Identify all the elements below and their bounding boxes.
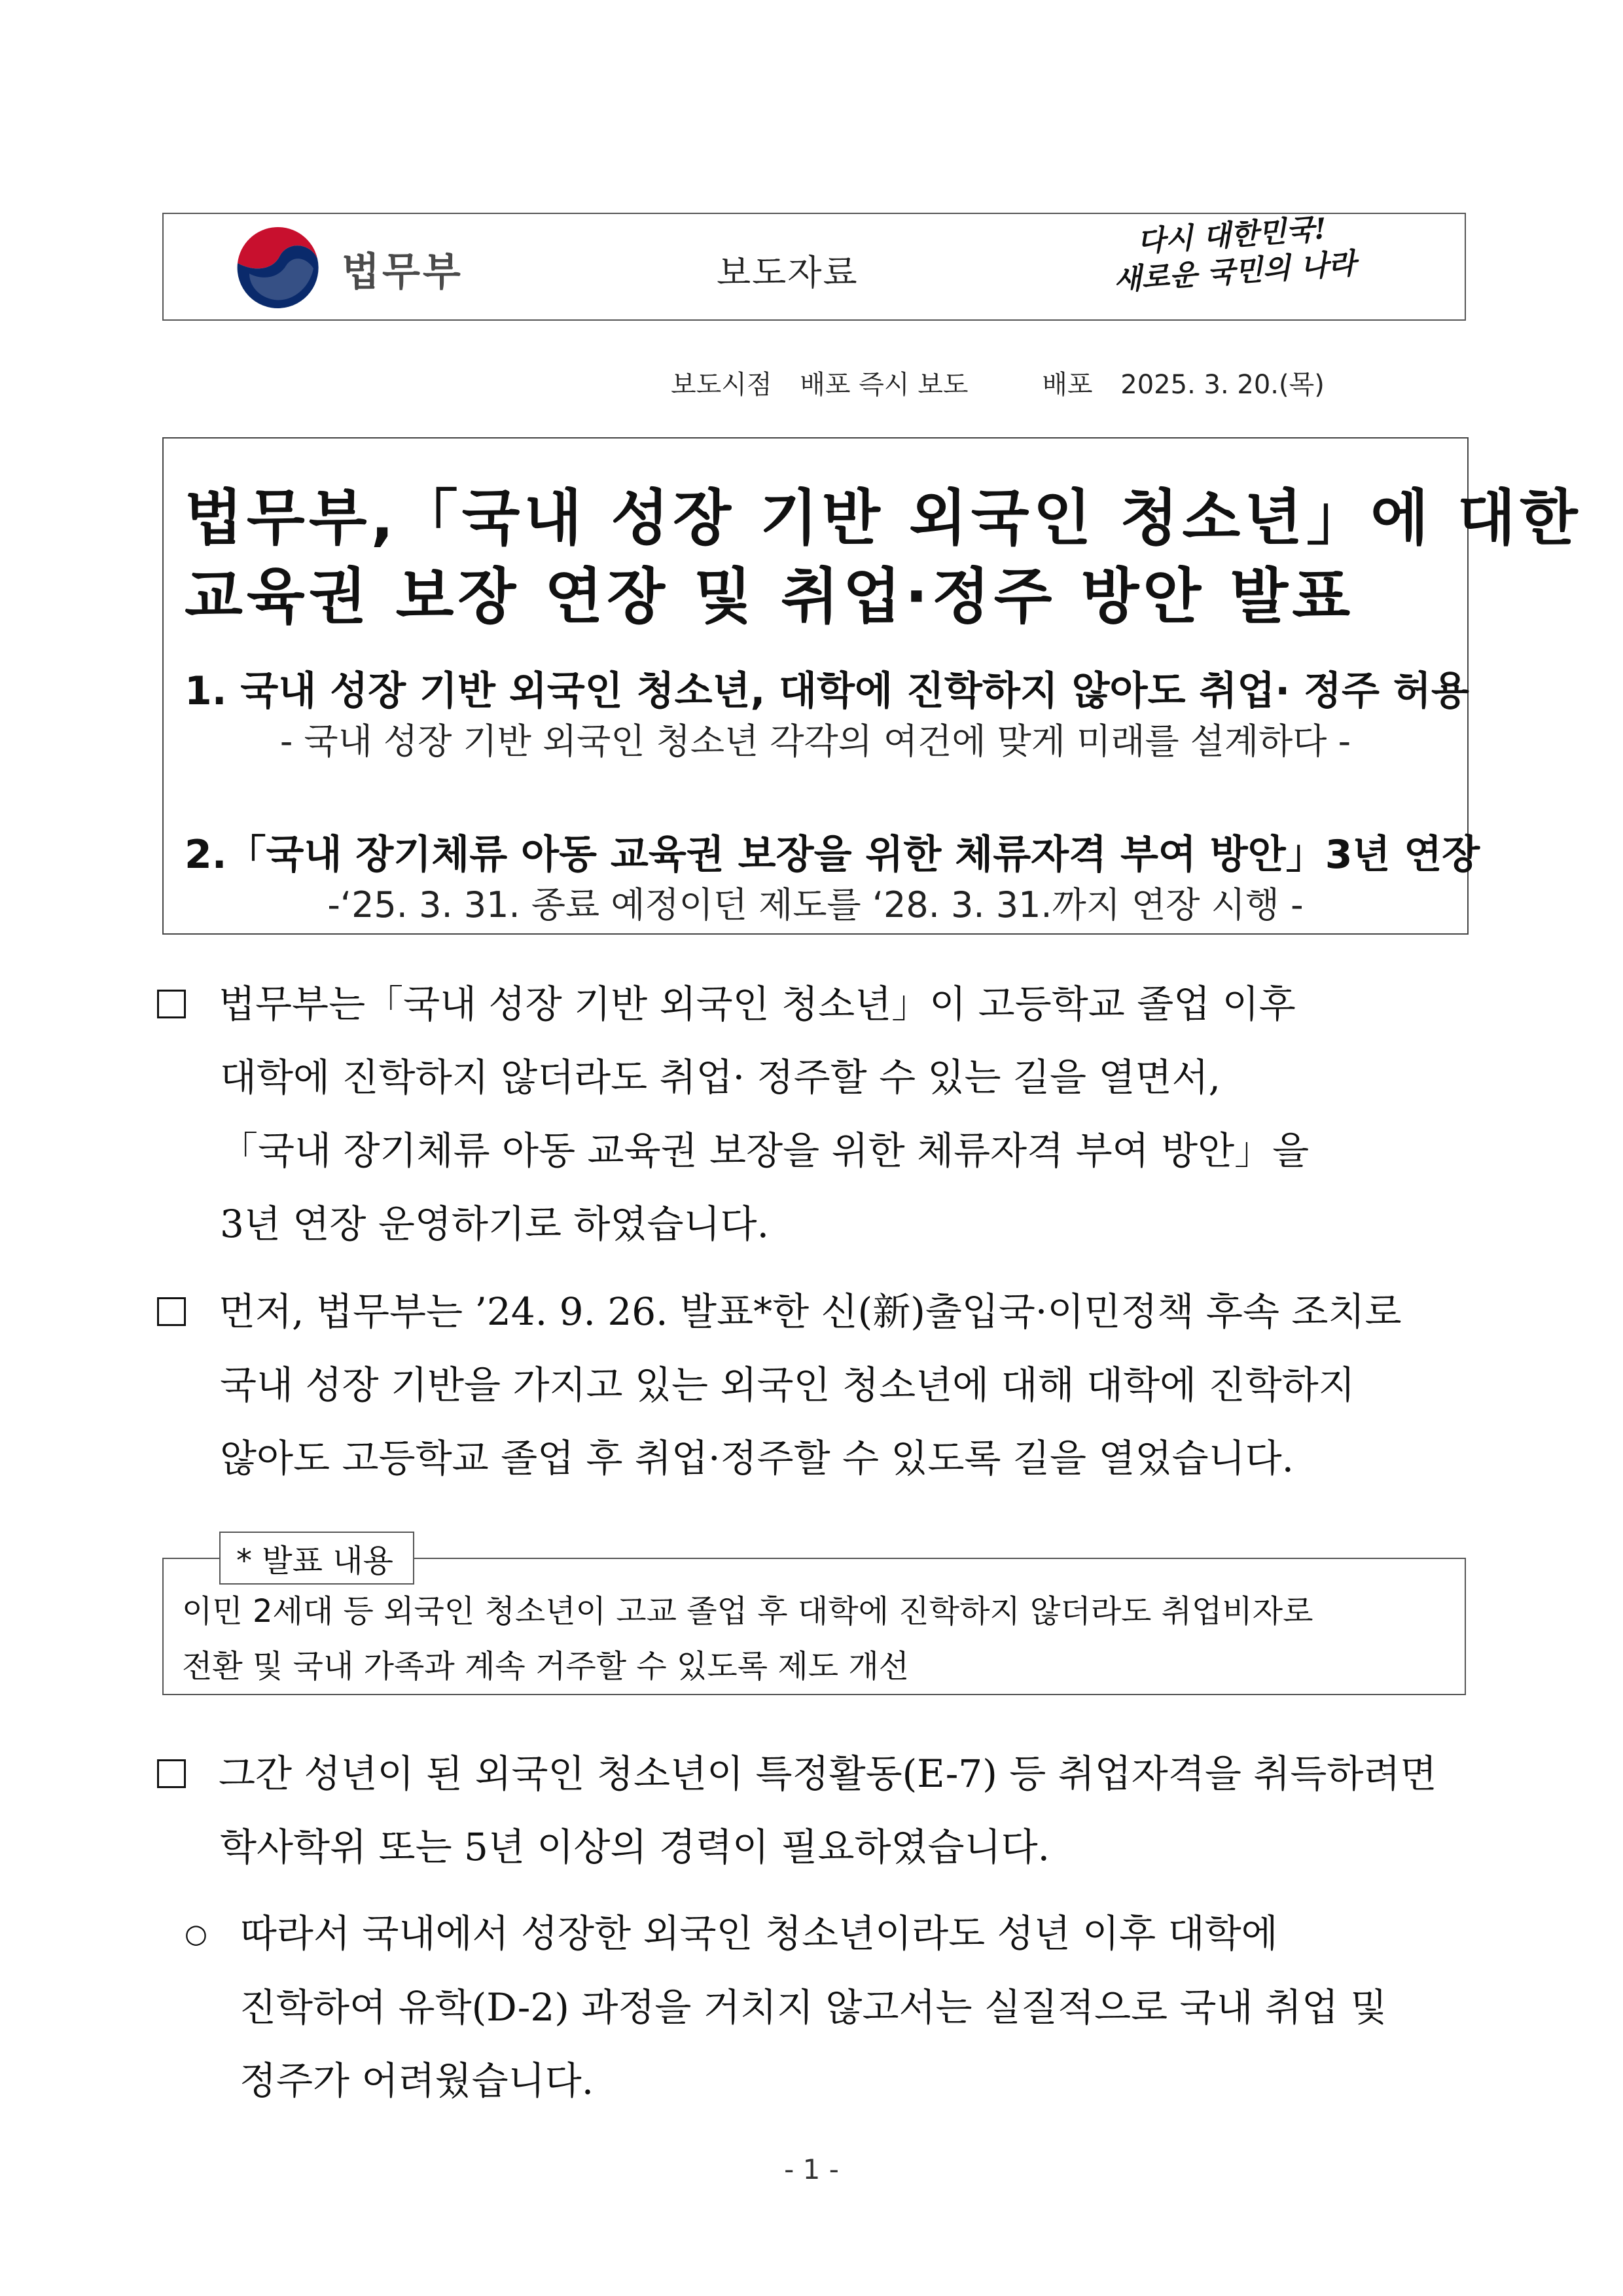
paragraph-2 bbox=[157, 1275, 1472, 1495]
paragraph-line: 국내 성장 기반을 가지고 있는 외국인 청소년에 대해 대학에 진학하지 bbox=[220, 1363, 1355, 1407]
paragraph-line: 않아도 고등학교 졸업 후 취업·정주할 수 있도록 길을 열었습니다. bbox=[220, 1436, 1294, 1480]
note-line: 이민 2세대 등 외국인 청소년이 고교 졸업 후 대학에 진학하지 않더라도 취업비자로 bbox=[182, 1593, 1313, 1630]
note-label: * 발표 내용 bbox=[219, 1532, 414, 1585]
note-line: 전환 및 국내 가족과 계속 거주할 수 있도록 제도 개선 bbox=[182, 1648, 910, 1685]
square-bullet-icon bbox=[157, 1297, 186, 1326]
sub-paragraph-1 bbox=[185, 1897, 1472, 2117]
paragraph-line bbox=[157, 1275, 1472, 1348]
paragraph-line bbox=[185, 1897, 1472, 1971]
paragraph-text: 법무부는「국내 성장 기반 외국인 청소년」이 고등학교 졸업 이후 bbox=[219, 982, 1296, 1026]
subhead-2: 2.「국내 장기체류 아동 교육권 보장을 위한 체류자격 부여 방안」3년 연장 bbox=[185, 832, 1480, 878]
ministry-name: 법무부 bbox=[342, 249, 463, 295]
circle-bullet-icon: ○ bbox=[185, 1919, 207, 1949]
paragraph-line bbox=[157, 967, 1472, 1041]
subdesc-2: -‘25. 3. 31. 종료 예정이던 제도를 ‘28. 3. 31.까지 연장 시행 - bbox=[327, 884, 1304, 925]
paragraph-line: 대학에 진학하지 않더라도 취업· 정주할 수 있는 길을 열면서, bbox=[220, 1055, 1221, 1100]
slogan-line-1: 다시 대한민국! bbox=[1136, 212, 1328, 259]
ministry-emblem-icon bbox=[232, 223, 324, 314]
subdesc-1: - 국내 성장 기반 외국인 청소년 각각의 여건에 맞게 미래를 설계하다 - bbox=[279, 721, 1351, 762]
release-info bbox=[671, 364, 1344, 401]
release-date-label: 배포 bbox=[1042, 370, 1093, 400]
square-bullet-icon bbox=[157, 990, 186, 1018]
paragraph-text: 먼저, 법무부는 ’24. 9. 26. 발표*한 신(新)출입국·이민정책 후속 조치로 bbox=[219, 1289, 1402, 1334]
slogan-line-2: 새로운 국민의 나라 bbox=[1113, 247, 1357, 297]
paragraph-line: 「국내 장기체류 아동 교육권 보장을 위한 체류자격 부여 방안」을 bbox=[220, 1128, 1310, 1173]
paragraph-line: 학사학위 또는 5년 이상의 경력이 필요하였습니다. bbox=[220, 1825, 1050, 1869]
title-line-1: 법무부,「국내 성장 기반 외국인 청소년」에 대한 bbox=[185, 483, 1582, 553]
release-timing-label: 보도시점 bbox=[671, 370, 772, 400]
paragraph-line bbox=[157, 1737, 1472, 1810]
note-text bbox=[182, 1584, 1458, 1694]
paragraph-line: 정주가 어려웠습니다. bbox=[240, 2058, 594, 2103]
paragraph-1 bbox=[157, 967, 1472, 1261]
page-number: - 1 - bbox=[784, 2153, 839, 2185]
paragraph-line: 3년 연장 운영하기로 하였습니다. bbox=[220, 1202, 770, 1246]
paragraph-line: 진학하여 유학(D-2) 과정을 거치지 않고서는 실질적으로 국내 취업 및 bbox=[240, 1985, 1387, 2030]
release-type: 보도자료 bbox=[717, 252, 859, 293]
paragraph-text: 따라서 국내에서 성장한 외국인 청소년이라도 성년 이후 대학에 bbox=[240, 1911, 1278, 1956]
square-bullet-icon bbox=[157, 1759, 186, 1788]
release-date-value: 2025. 3. 20.(목) bbox=[1120, 370, 1325, 400]
paragraph-3 bbox=[157, 1737, 1472, 1884]
release-timing-value: 배포 즉시 보도 bbox=[800, 370, 969, 400]
title-line-2: 교육권 보장 연장 및 취업·정주 방안 발표 bbox=[185, 562, 1355, 632]
paragraph-text: 그간 성년이 된 외국인 청소년이 특정활동(E-7) 등 취업자격을 취득하려면 bbox=[219, 1751, 1437, 1796]
subhead-1: 1. 국내 성장 기반 외국인 청소년, 대학에 진학하지 않아도 취업· 정주 허용 bbox=[185, 668, 1469, 714]
